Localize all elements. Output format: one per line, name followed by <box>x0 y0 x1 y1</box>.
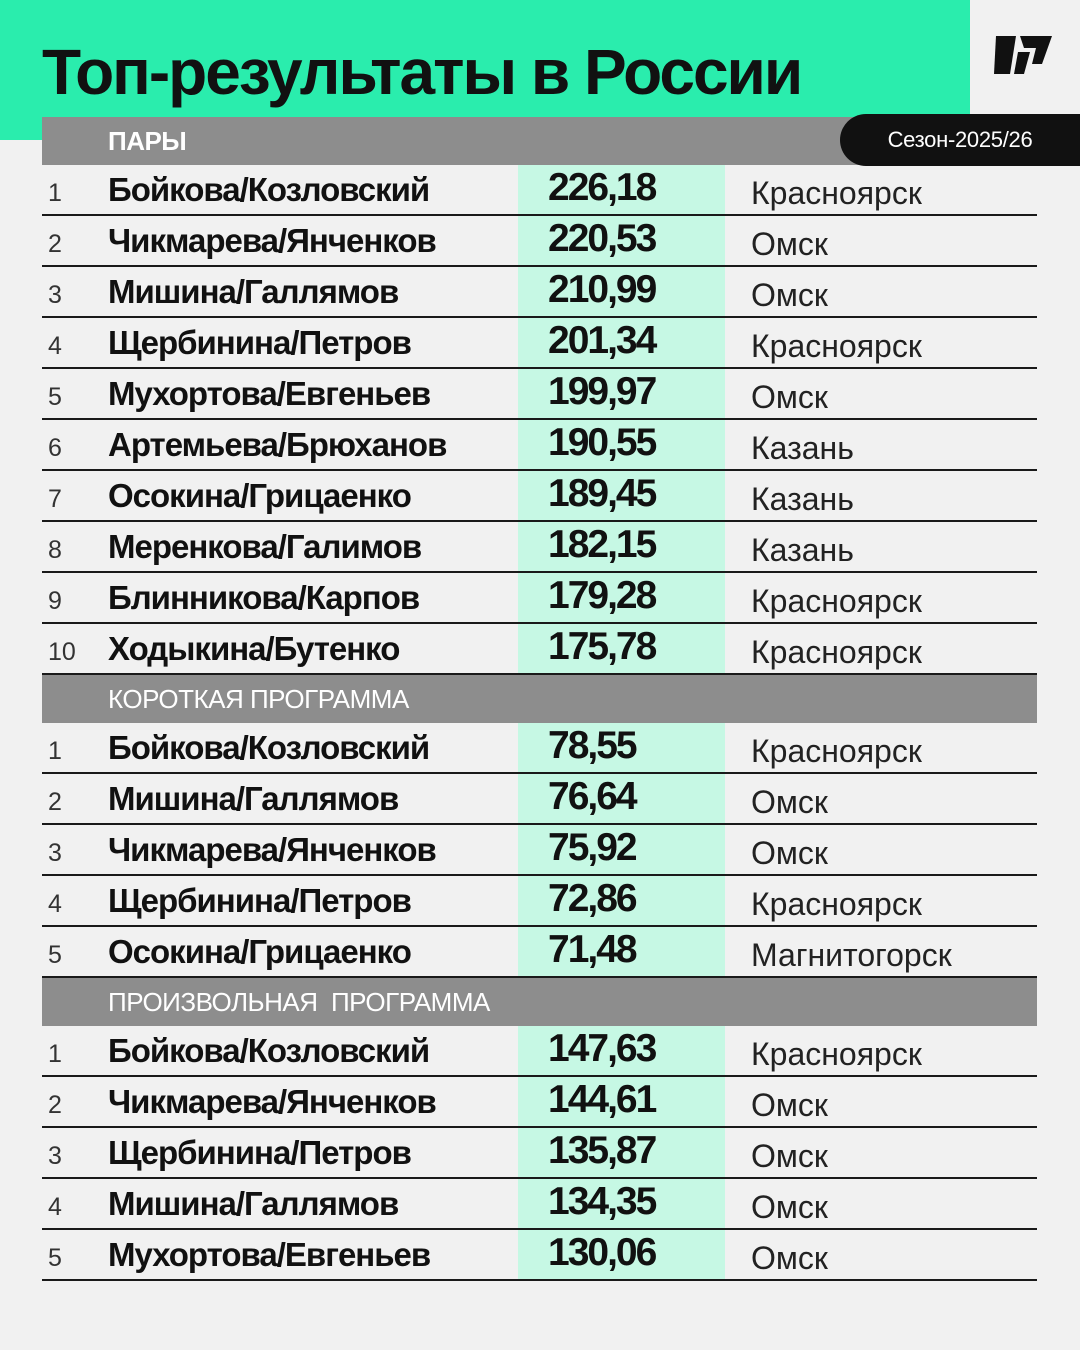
score-cell: 76,64 <box>518 774 725 823</box>
table-row <box>42 774 1037 825</box>
pair-cell: Чикмарева/Янченков <box>108 222 436 259</box>
rank-cell: 2 <box>48 788 62 816</box>
pair-cell: Артемьева/Брюханов <box>108 426 447 463</box>
page-title: Топ-результаты в России <box>42 36 802 108</box>
rank-cell: 1 <box>48 737 62 765</box>
rank-cell: 10 <box>48 638 76 666</box>
section-title: ПРОИЗВОЛЬНАЯ ПРОГРАММА <box>108 987 490 1017</box>
rank-cell: 1 <box>48 179 62 207</box>
pair-cell: Чикмарева/Янченков <box>108 831 436 868</box>
table-row <box>42 267 1037 318</box>
score-cell: 134,35 <box>518 1179 725 1228</box>
score-cell: 210,99 <box>518 267 725 316</box>
table-row <box>42 825 1037 876</box>
rank-cell: 5 <box>48 1244 62 1272</box>
score-cell: 190,55 <box>518 420 725 469</box>
city-cell: Магнитогорск <box>751 937 952 973</box>
city-cell: Красноярск <box>751 733 922 769</box>
pair-cell: Щербинина/Петров <box>108 1134 411 1171</box>
score-cell: 199,97 <box>518 369 725 418</box>
score-cell: 147,63 <box>518 1026 725 1075</box>
score-cell: 182,15 <box>518 522 725 571</box>
city-cell: Казань <box>751 532 854 568</box>
table-row <box>42 216 1037 267</box>
table-row <box>42 723 1037 774</box>
brand-logo-icon <box>994 34 1054 76</box>
score-cell: 175,78 <box>518 624 725 673</box>
table-row <box>42 1128 1037 1179</box>
pair-cell: Ходыкина/Бутенко <box>108 630 400 667</box>
score-cell: 75,92 <box>518 825 725 874</box>
city-cell: Красноярск <box>751 634 922 670</box>
city-cell: Омск <box>751 835 828 871</box>
section-title: КОРОТКАЯ ПРОГРАММА <box>108 684 409 714</box>
score-cell: 189,45 <box>518 471 725 520</box>
rank-cell: 8 <box>48 536 62 564</box>
table-row <box>42 1179 1037 1230</box>
pair-cell: Осокина/Грицаенко <box>108 477 411 514</box>
section-header-free-program <box>42 978 1037 1026</box>
rank-cell: 2 <box>48 230 62 258</box>
results-table <box>42 117 1037 1281</box>
city-cell: Красноярск <box>751 886 922 922</box>
pair-cell: Мишина/Галлямов <box>108 273 399 310</box>
city-cell: Красноярск <box>751 328 922 364</box>
rank-cell: 4 <box>48 1193 62 1221</box>
city-cell: Омск <box>751 1240 828 1276</box>
rank-cell: 2 <box>48 1091 62 1119</box>
table-row <box>42 573 1037 624</box>
table-row <box>42 1026 1037 1077</box>
pair-cell: Щербинина/Петров <box>108 882 411 919</box>
rank-cell: 1 <box>48 1040 62 1068</box>
score-cell: 71,48 <box>518 927 725 976</box>
pair-cell: Бойкова/Козловский <box>108 171 430 208</box>
table-row <box>42 1230 1037 1281</box>
pair-cell: Бойкова/Козловский <box>108 1032 430 1069</box>
section-header-short-program <box>42 675 1037 723</box>
pair-cell: Мухортова/Евгеньев <box>108 1236 431 1273</box>
rank-cell: 3 <box>48 1142 62 1170</box>
pair-cell: Чикмарева/Янченков <box>108 1083 436 1120</box>
table-row <box>42 522 1037 573</box>
score-cell: 78,55 <box>518 723 725 772</box>
city-cell: Омск <box>751 277 828 313</box>
rank-cell: 3 <box>48 281 62 309</box>
score-cell: 226,18 <box>518 165 725 214</box>
table-row <box>42 624 1037 675</box>
table-row <box>42 318 1037 369</box>
city-cell: Казань <box>751 481 854 517</box>
table-row <box>42 876 1037 927</box>
city-cell: Омск <box>751 1138 828 1174</box>
score-cell: 144,61 <box>518 1077 725 1126</box>
rank-cell: 5 <box>48 941 62 969</box>
city-cell: Красноярск <box>751 1036 922 1072</box>
rank-cell: 4 <box>48 332 62 360</box>
city-cell: Омск <box>751 379 828 415</box>
score-cell: 72,86 <box>518 876 725 925</box>
city-cell: Омск <box>751 1189 828 1225</box>
pair-cell: Щербинина/Петров <box>108 324 411 361</box>
rank-cell: 3 <box>48 839 62 867</box>
pair-cell: Мухортова/Евгеньев <box>108 375 431 412</box>
score-cell: 201,34 <box>518 318 725 367</box>
rank-cell: 4 <box>48 890 62 918</box>
season-badge: Сезон-2025/26 <box>840 114 1080 166</box>
section-title: ПАРЫ <box>108 126 187 156</box>
pair-cell: Мишина/Галлямов <box>108 780 399 817</box>
score-cell: 179,28 <box>518 573 725 622</box>
pair-cell: Мишина/Галлямов <box>108 1185 399 1222</box>
pair-cell: Меренкова/Галимов <box>108 528 422 565</box>
city-cell: Омск <box>751 784 828 820</box>
pair-cell: Бойкова/Козловский <box>108 729 430 766</box>
pair-cell: Осокина/Грицаенко <box>108 933 411 970</box>
rank-cell: 9 <box>48 587 62 615</box>
table-row <box>42 369 1037 420</box>
score-cell: 220,53 <box>518 216 725 265</box>
table-row <box>42 1077 1037 1128</box>
table-row <box>42 165 1037 216</box>
table-row <box>42 471 1037 522</box>
city-cell: Омск <box>751 226 828 262</box>
city-cell: Омск <box>751 1087 828 1123</box>
rank-cell: 5 <box>48 383 62 411</box>
rank-cell: 7 <box>48 485 62 513</box>
city-cell: Казань <box>751 430 854 466</box>
score-cell: 135,87 <box>518 1128 725 1177</box>
table-row <box>42 420 1037 471</box>
table-row <box>42 927 1037 978</box>
score-cell: 130,06 <box>518 1230 725 1279</box>
rank-cell: 6 <box>48 434 62 462</box>
pair-cell: Блинникова/Карпов <box>108 579 420 616</box>
city-cell: Красноярск <box>751 175 922 211</box>
city-cell: Красноярск <box>751 583 922 619</box>
